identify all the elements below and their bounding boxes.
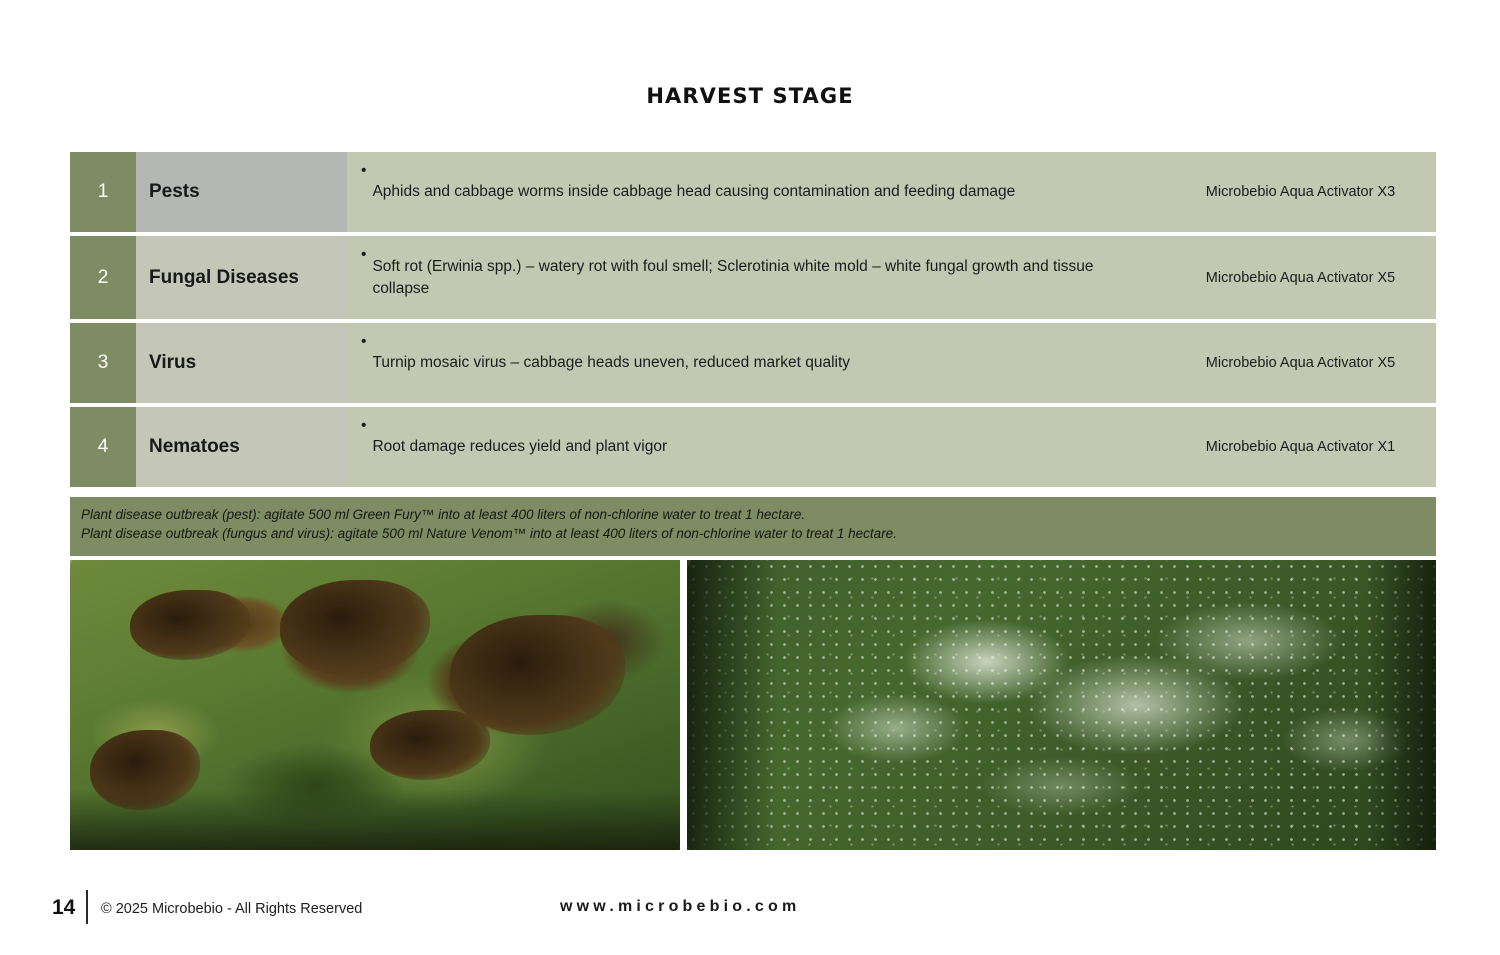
page-title: HARVEST STAGE — [646, 84, 854, 108]
row-category: Pests — [136, 152, 347, 232]
row-number: 4 — [70, 407, 136, 487]
row-number: 1 — [70, 152, 136, 232]
treatment-note-line-1: Plant disease outbreak (pest): agitate 500 ml Green Fury™ into at least 400 liters of non-chlorine water to treat 1 hectare. — [81, 507, 806, 522]
leaf-shadow-layer — [70, 790, 680, 850]
bullet-icon: • — [361, 246, 367, 263]
row-description-text: Turnip mosaic virus – cabbage heads uneven, reduced market quality — [372, 354, 851, 372]
table-row — [70, 152, 1436, 232]
row-description — [347, 323, 1165, 403]
row-product: Microbebio Aqua Activator X1 — [1165, 407, 1436, 487]
row-description-text: Root damage reduces yield and plant vigor — [372, 438, 668, 456]
table-row — [70, 407, 1436, 487]
row-product: Microbebio Aqua Activator X5 — [1165, 323, 1436, 403]
row-description — [347, 236, 1165, 319]
row-number: 3 — [70, 323, 136, 403]
mildew-speckle-layer — [687, 560, 1436, 850]
treatment-note — [70, 497, 1436, 556]
table-row — [70, 236, 1436, 319]
row-description-text: Aphids and cabbage worms inside cabbage head causing contamination and feeding damage — [372, 183, 1016, 201]
copyright-text: © 2025 Microbebio - All Rights Reserved — [101, 901, 363, 917]
treatment-note-line-2: Plant disease outbreak (fungus and virus): agitate 500 ml Nature Venom™ into at least 400 liters of non-chlorine water to treat 1 hectare. — [81, 525, 897, 541]
leaf-shadow-right — [1366, 560, 1436, 850]
row-product: Microbebio Aqua Activator X3 — [1165, 152, 1436, 232]
page-number: 14 — [52, 896, 76, 919]
bullet-icon: • — [361, 333, 367, 350]
harvest-stage-table — [70, 152, 1436, 491]
table-row — [70, 323, 1436, 403]
diseased-leaf-photo — [70, 560, 680, 850]
powdery-mildew-photo — [687, 560, 1436, 850]
row-description — [347, 407, 1165, 487]
website-url: www.microbebio.com — [560, 898, 801, 915]
image-gallery — [70, 560, 1436, 850]
footer-divider — [86, 890, 88, 924]
row-number: 2 — [70, 236, 136, 319]
leaf-shadow-left — [687, 560, 777, 850]
row-description-text: Soft rot (Erwinia spp.) – watery rot with foul smell; Sclerotinia white mold – white fungal growth and tissue collapse — [372, 257, 1094, 297]
row-product: Microbebio Aqua Activator X5 — [1165, 236, 1436, 319]
bullet-icon: • — [361, 162, 367, 179]
row-description — [347, 152, 1165, 232]
row-category: Fungal Diseases — [136, 236, 347, 319]
bullet-icon: • — [361, 417, 367, 434]
row-category: Nematoes — [136, 407, 347, 487]
row-category: Virus — [136, 323, 347, 403]
